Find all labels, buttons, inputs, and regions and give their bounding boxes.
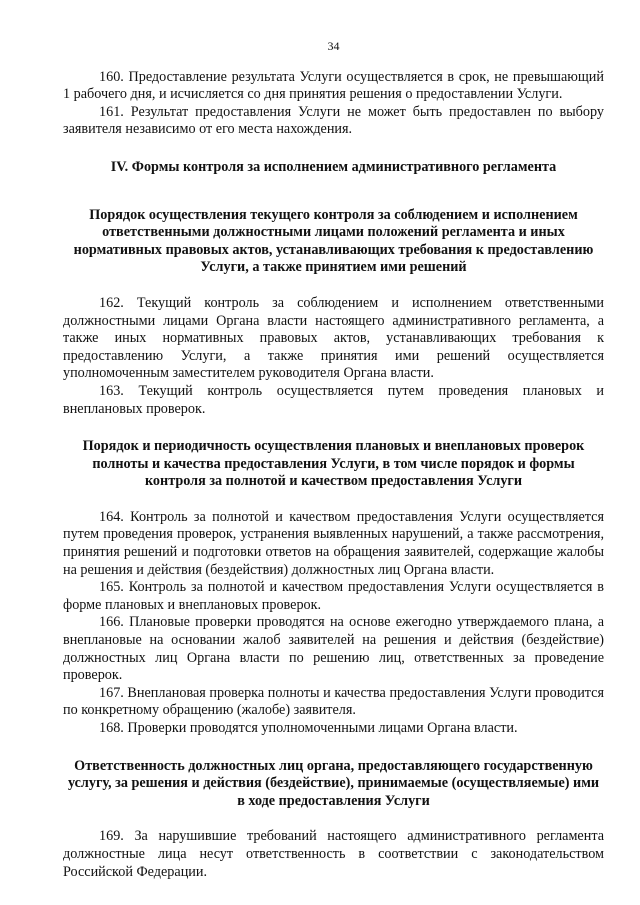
paragraph-167: 167. Внеплановая проверка полноты и качества предоставления Услуги проводится по конкретному обращению (жалобе) заявителя. <box>63 684 604 719</box>
paragraph-169: 169. За нарушившие требований настоящего административного регламента должностные лица несут ответственность в соответствии с законодательством Российской Федерации. <box>63 828 604 880</box>
page-number: 34 <box>327 39 340 53</box>
section-heading-iv: IV. Формы контроля за исполнением административного регламента <box>110 158 557 175</box>
paragraph-166: 166. Плановые проверки проводятся на основе ежегодно утверждаемого плана, а внеплановые на основании жалоб заявителей на решения и действия (бездействие) должностных лиц Органа власти по решению лиц, ответственных за проведение проверок. <box>63 614 604 684</box>
paragraph-164: 164. Контроль за полнотой и качеством предоставления Услуги осуществляется путем проведения проверок, устранения выявленных нарушений, а также рассмотрения, принятия решений и подготовки ответов на обращения заявителей, содержащие жалобы на решения и действия (бездействия) должностных лиц Органа власти. <box>63 508 604 578</box>
paragraph-161: 161. Результат предоставления Услуги не может быть предоставлен по выбору заявителя независимо от его места нахождения. <box>63 103 604 138</box>
subsection-heading-current-control: Порядок осуществления текущего контроля за соблюдением и исполнением ответственными должностными лицами положений регламента и иных нормативных правовых актов, устанавливающих требования к предоставлению Услуги, а также принятием ими решений <box>73 206 594 276</box>
paragraph-160: 160. Предоставление результата Услуги осуществляется в срок, не превышающий 1 рабочего дня, и исчисляется со дня принятия решения о предоставлении Услуги. <box>63 68 604 103</box>
subsection-heading-responsibility: Ответственность должностных лиц органа, предоставляющего государственную услугу, за решения и действия (бездействие), принимаемые (осуществляемые) ими в ходе предоставления Услуги <box>67 757 600 809</box>
subsection-heading-inspections: Порядок и периодичность осуществления плановых и внеплановых проверок полноты и качества предоставления Услуги, в том числе порядок и формы контроля за полнотой и качеством предоставления Услуги <box>82 438 585 490</box>
paragraph-163: 163. Текущий контроль осуществляется путем проведения плановых и внеплановых проверок. <box>63 382 604 417</box>
paragraph-162: 162. Текущий контроль за соблюдением и исполнением ответственными должностными лицами Органа власти настоящего административного регламента, а также иных нормативных правовых актов, устанавливающих требования к предоставлению Услуги, а также принятия ими решений осуществляется уполномоченным заместителем руководителя Органа власти. <box>63 294 604 382</box>
paragraph-165: 165. Контроль за полнотой и качеством предоставления Услуги осуществляется в форме плановых и внеплановых проверок. <box>63 579 604 613</box>
paragraph-168: 168. Проверки проводятся уполномоченными лицами Органа власти. <box>99 720 518 736</box>
